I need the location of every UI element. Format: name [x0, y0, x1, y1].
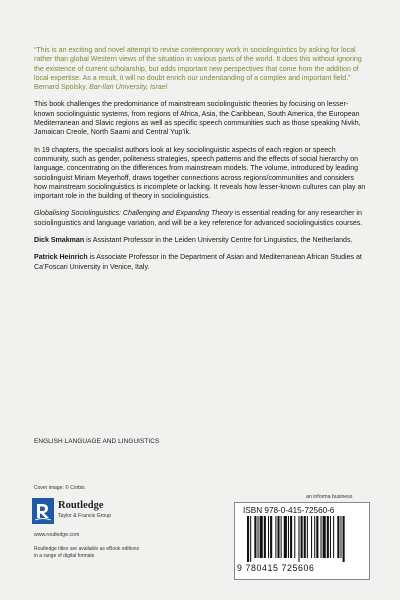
barcode-bar: [307, 516, 308, 558]
barcode-bar: [321, 516, 322, 558]
description-paragraph-1: This book challenges the predominance of mainstream sociolinguistic theories by focusing on lesser-known sociolinguistic systems, from regions of Africa, Asia, the Caribbean, South America, the European Mediterranean and Slavic regions as well as specific speech communities such as those speaking Nivkh, Jamaican Creole, North Saami and Central Yup’ik.: [34, 101, 361, 137]
barcode-bar: [260, 516, 263, 558]
barcode-bar: [281, 516, 282, 558]
barcode-bar: [270, 516, 272, 558]
quote-text: “This is an exciting and novel attempt to revise contemporary work in sociolinguistics by asking for local rather than global Western views of the situation in various parts of the world. It does this without ignoring the existence of current scholarship, but adds important new perspectives that come from the addition of local expertise. As a result, it will no doubt enrich our understanding of a complex and important field.”: [34, 47, 362, 82]
barcode-bar: [258, 516, 259, 558]
description-paragraph-2: In 19 chapters, the specialist authors look at key sociolinguistic aspects of each region or speech community, such as gender, politeness strategies, speech patterns and the effects of social hierarchy on language, concentrating on the differences from mainstream models. The volume, introduced by leading sociolinguist Miriam Meyerhoff, draws together connections across regions/communities and considers how mainstream sociolinguistics is incomplete or lacking. It reveals how lesser-known cultures can play an important role in the building of theory in sociolinguistics.: [34, 146, 366, 201]
paragraph-3-text: is essential reading for any researcher in sociolinguistics and language variation, and will be a key reference for advanced sociolinguistics courses.: [34, 210, 363, 227]
author-bio-text: is Assistant Professor in the Leiden University Centre for Linguistics, the Netherlands.: [84, 237, 353, 245]
barcode-bar: [333, 516, 334, 558]
endorsement-quote: [34, 46, 368, 92]
book-title-italic: Globalising Sociolinguistics: Challenging and Expanding Theory: [34, 210, 233, 218]
barcode-bar: [294, 516, 295, 558]
barcode-bar: [340, 516, 341, 558]
cover-text: [34, 46, 368, 280]
quote-author: Bernard Spolsky,: [34, 84, 88, 92]
barcode-bar: [277, 516, 279, 558]
barcode-bar: [316, 516, 318, 558]
barcode-bar: [330, 516, 331, 558]
barcode-bar: [298, 516, 299, 562]
publisher-group: Taylor & Francis Group: [58, 513, 112, 519]
informa-tagline: an informa business: [306, 494, 353, 500]
barcode-bar: [288, 516, 289, 558]
quote-attribution: [34, 83, 368, 92]
description-paragraph-3: [34, 209, 368, 228]
barcode-bar: [284, 516, 287, 558]
author-name: Dick Smakman: [34, 237, 85, 245]
author-bio-2: [34, 253, 368, 272]
publisher-name: Routledge: [58, 500, 104, 511]
barcode-bar: [343, 516, 345, 562]
barcode-bars: [245, 516, 359, 562]
cover-credit: Cover image: © Corbis: [34, 485, 85, 491]
barcode-bar: [264, 516, 266, 558]
barcode-bar: [290, 516, 292, 558]
series-label: ENGLISH LANGUAGE AND LINGUISTICS: [34, 438, 160, 445]
barcode-bar: [327, 516, 329, 558]
isbn-number: ISBN 978-0-415-72560-6: [243, 506, 335, 515]
barcode-bar: [304, 516, 306, 558]
barcode-bar: [314, 516, 315, 558]
barcode-bar: [337, 516, 339, 558]
barcode-bar: [311, 516, 312, 558]
routledge-logo-icon: [32, 498, 54, 524]
author-bio-text: is Associate Professor in the Department of Asian and Mediterranean African Studies at Ca’Foscari University in Venice, Italy.: [34, 254, 362, 271]
barcode-bar: [275, 516, 276, 558]
author-bio-1: [34, 236, 368, 245]
barcode-bar: [301, 516, 303, 558]
publisher-website[interactable]: www.routledge.com: [34, 532, 80, 538]
barcode-digits: 9 780415 725606: [237, 563, 315, 573]
barcode-bar: [268, 516, 269, 558]
isbn-barcode: [234, 502, 370, 580]
publisher-logo: [32, 498, 142, 528]
ebook-note: Routledge titles are available as eBook editions in a range of digital formats: [34, 546, 140, 559]
barcode-bar: [250, 516, 251, 562]
quote-institution: Bar-Ilan University, Israel: [89, 84, 168, 92]
barcode-bar: [323, 516, 326, 558]
barcode-bar: [247, 516, 249, 562]
barcode-bar: [254, 516, 256, 558]
author-name: Patrick Heinrich: [34, 254, 88, 262]
